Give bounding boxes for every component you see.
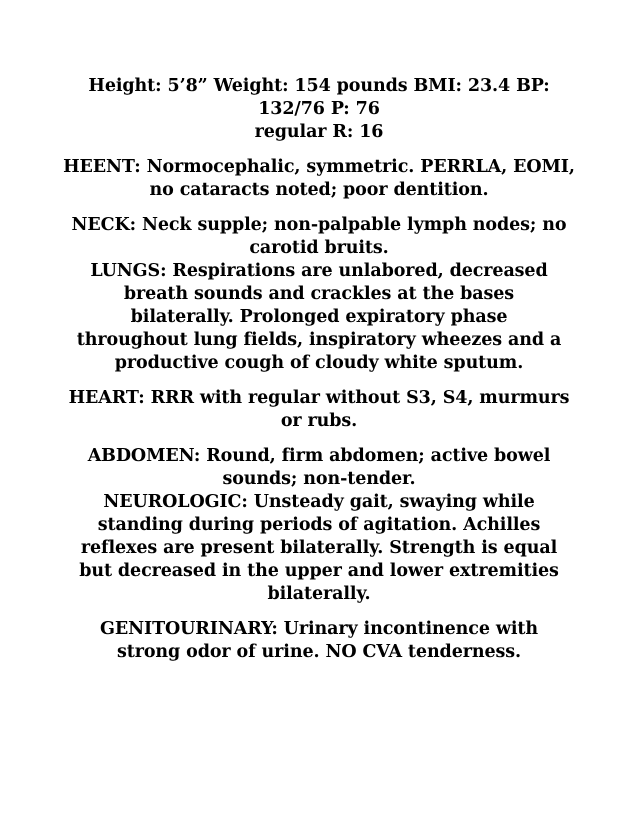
neurologic-line-5: bilaterally. (267, 584, 371, 604)
vitals-line-1: Height: 5’8” Weight: 154 pounds BMI: 23.4 BP: (88, 76, 550, 96)
lungs-line-1: LUNGS: Respirations are unlabored, decreased (90, 261, 548, 281)
vitals-paragraph (0, 75, 638, 144)
neck-line-2: carotid bruits. (249, 238, 389, 258)
lungs-paragraph (0, 260, 638, 375)
heart-paragraph (0, 387, 638, 433)
neck-line-1: NECK: Neck supple; non-palpable lymph nodes; no (71, 215, 567, 235)
lungs-line-2: breath sounds and crackles at the bases (123, 284, 515, 304)
neurologic-paragraph (0, 491, 638, 606)
heent-paragraph (0, 156, 638, 202)
abdomen-line-2: sounds; non-tender. (222, 469, 416, 489)
neurologic-line-1: NEUROLOGIC: Unsteady gait, swaying while (103, 492, 535, 512)
lungs-line-4: throughout lung fields, inspiratory wheezes and a (76, 330, 562, 350)
lungs-line-5: productive cough of cloudy white sputum. (114, 353, 524, 373)
genitourinary-line-2: strong odor of urine. NO CVA tenderness. (116, 642, 522, 662)
neck-paragraph (0, 214, 638, 260)
genitourinary-paragraph (0, 618, 638, 664)
heart-line-2: or rubs. (280, 411, 358, 431)
abdomen-line-1: ABDOMEN: Round, firm abdomen; active bowel (87, 446, 551, 466)
heent-line-1: HEENT: Normocephalic, symmetric. PERRLA, EOMI, (63, 157, 575, 177)
neurologic-line-3: reflexes are present bilaterally. Strength is equal (80, 538, 558, 558)
lungs-line-3: bilaterally. Prolonged expiratory phase (130, 307, 508, 327)
heart-line-1: HEART: RRR with regular without S3, S4, murmurs (68, 388, 570, 408)
vitals-line-2: 132/76 P: 76 (258, 99, 380, 119)
neurologic-line-4: but decreased in the upper and lower extremities (79, 561, 559, 581)
heent-line-2: no cataracts noted; poor dentition. (149, 180, 489, 200)
neurologic-line-2: standing during periods of agitation. Achilles (97, 515, 541, 535)
abdomen-paragraph (0, 445, 638, 491)
vitals-line-3: regular R: 16 (254, 122, 384, 142)
genitourinary-line-1: GENITOURINARY: Urinary incontinence with (100, 619, 538, 639)
